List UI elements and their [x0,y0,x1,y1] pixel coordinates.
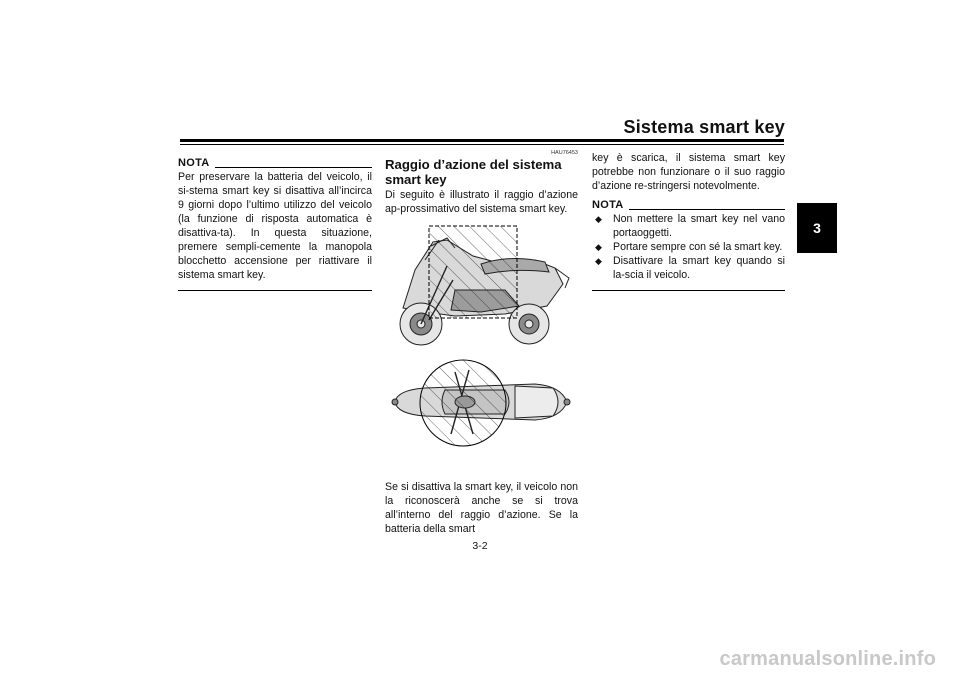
column-left [178,156,372,291]
note-label: NOTA [178,157,210,169]
section-code: HAU76453 [551,150,578,156]
note-bullet-list [592,212,785,282]
bullet-diamond-icon: ◆ [595,242,602,252]
header-rule-thick [180,139,784,142]
note-label: NOTA [592,199,624,211]
note-end-line [592,290,785,291]
note-text: Per preservare la batteria del veicolo, il si-stema smart key si disattiva all’incirca 9 giorni dopo l’ultimo utilizzo del veicolo (la funzione di risposta automatica è disattiva-ta). In questa situazione, premere sempli-cemente la manopola blocchetto accensione per riattivare il sistema smart key. [178,171,372,281]
list-item [592,240,785,254]
bullet-diamond-icon: ◆ [595,214,602,224]
section-title: Raggio d’azione del sistema smart key [385,157,562,187]
section-body-continued: key è scarica, il sistema smart key potrebbe non funzionare o il suo raggio d’azione re-stringersi notevolmente. [592,152,785,192]
range-illustration [385,220,578,470]
header-rule-thin [180,144,784,145]
list-item-text: Disattivare la smart key quando si la-scia il veicolo. [613,255,785,281]
chapter-tab: 3 [797,203,837,253]
note-header-line [215,167,372,168]
section-intro: Di seguito è illustrato il raggio d’azione ap-prossimativo del sistema smart key. [385,189,578,215]
page-number: 3-2 [472,540,488,552]
watermark-text: carmanualsonline.info [719,648,936,670]
note-header [178,156,372,169]
column-middle [385,150,578,536]
note-header [592,198,785,211]
column-right [592,151,785,291]
list-item [592,254,785,282]
list-item-text: Non mettere la smart key nel vano portaoggetti. [613,213,785,239]
list-item-text: Portare sempre con sé la smart key. [613,241,783,253]
page-title: Sistema smart key [623,117,785,137]
bullet-diamond-icon: ◆ [595,256,602,266]
list-item [592,212,785,240]
note-end-line [178,290,372,291]
section-body: Se si disattiva la smart key, il veicolo non la riconoscerà anche se si trova all’interno del raggio d’azione. Se la batteria della smart [385,481,578,535]
note-header-line [629,209,785,210]
